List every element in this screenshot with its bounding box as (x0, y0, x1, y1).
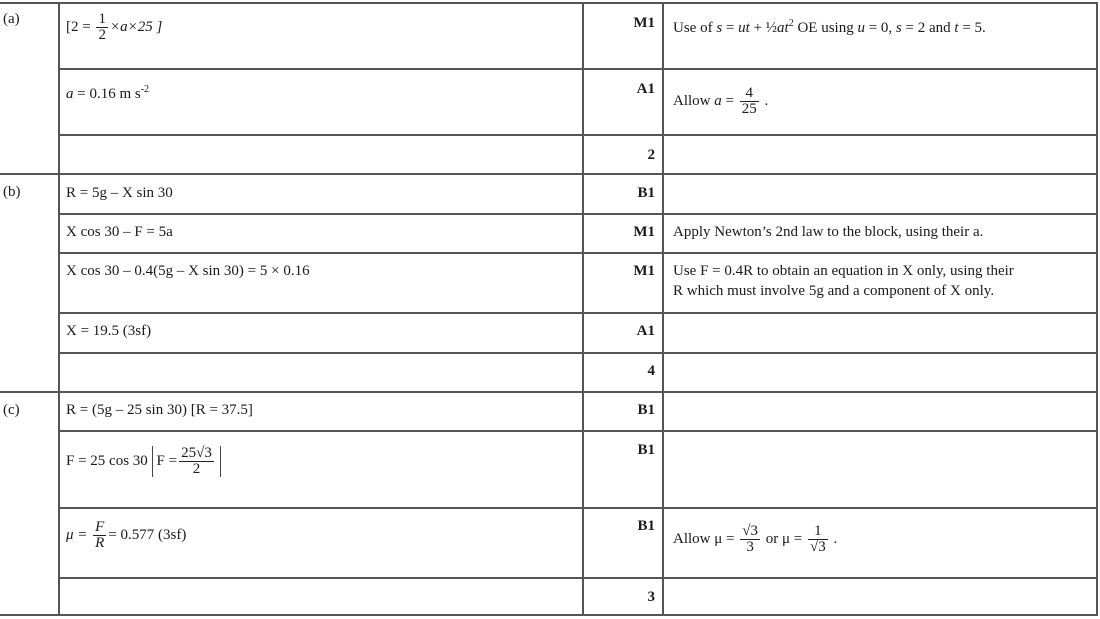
mark-a-2: A1 (636, 81, 655, 97)
answer-b-2: X cos 30 – F = 5a (66, 224, 173, 240)
guidance-a-2 (673, 86, 768, 117)
variable: ut (738, 20, 750, 36)
guidance-text: Use of (673, 20, 717, 36)
mark-b-2: M1 (633, 224, 655, 240)
row-divider (58, 430, 1098, 432)
numerator: 4 (740, 86, 759, 102)
row-divider (58, 134, 1098, 136)
answer-text: F = 25 cos 30 (66, 452, 148, 469)
row-divider (58, 68, 1098, 70)
mark-b-3: M1 (633, 263, 655, 279)
numerator: √3 (742, 523, 758, 539)
guidance-text: Allow (673, 92, 715, 109)
answer-text: [2 = (66, 18, 95, 35)
guidance-text: . (829, 530, 838, 547)
variable: a (714, 92, 722, 109)
guidance-text: = 5. (958, 20, 986, 36)
answer-text: ×a×25 ] (109, 18, 163, 35)
guidance-b-3-line1: Use F = 0.4R to obtain an equation in X only, using their (673, 263, 1014, 279)
denominator: 2 (98, 27, 106, 43)
answer-text: μ = (66, 526, 92, 543)
mark-b-1: B1 (637, 185, 655, 201)
guidance-text: OE using (793, 20, 858, 36)
guidance-text: = (721, 92, 738, 109)
numerator: 25√3 (181, 445, 212, 461)
variable: s (716, 20, 723, 36)
answer-a-2 (66, 80, 149, 104)
fraction (179, 446, 214, 477)
col-divider-answer (582, 2, 584, 616)
guidance-text: or μ = (762, 530, 806, 547)
numerator: F (95, 519, 105, 535)
answer-text: F = (156, 452, 178, 469)
answer-c-1: R = (5g – 25 sin 30) [R = 37.5] (66, 402, 253, 418)
numerator: 1 (98, 11, 106, 27)
variable: u (857, 20, 865, 36)
row-divider (58, 252, 1098, 254)
variable: t (954, 20, 959, 36)
guidance-b-2: Apply Newton’s 2nd law to the block, using their a. (673, 224, 984, 240)
guidance-b-3-line2: R which must involve 5g and a component of X only. (673, 283, 995, 299)
table-border-right (1096, 2, 1098, 616)
part-label-a: (a) (3, 11, 20, 27)
mark-c-1: B1 (637, 402, 655, 418)
section-divider (0, 391, 1098, 393)
fraction-half (96, 12, 108, 43)
variable: s (895, 20, 902, 36)
answer-c-3 (66, 520, 186, 551)
answer-b-1: R = 5g – X sin 30 (66, 185, 173, 201)
guidance-a-1 (673, 14, 986, 38)
guidance-c-3 (673, 524, 837, 555)
row-divider (58, 577, 1098, 579)
variable: at (777, 20, 789, 36)
row-divider (58, 213, 1098, 215)
fraction (808, 524, 828, 555)
bracket-expression (152, 446, 221, 477)
variable: a (66, 86, 74, 102)
mark-a-total: 2 (647, 147, 655, 163)
denominator: R (95, 535, 105, 551)
guidance-text: = 2 and (901, 20, 955, 36)
part-label-b: (b) (3, 184, 21, 200)
denominator: 25 (741, 101, 757, 117)
guidance-text: + ½ (749, 20, 778, 36)
mark-c-total: 3 (647, 589, 655, 605)
answer-b-4: X = 19.5 (3sf) (66, 323, 152, 339)
answer-text: = 0.16 m s (73, 86, 141, 102)
fraction (93, 520, 106, 551)
guidance-text: Allow μ = (673, 530, 739, 547)
table-border-top (0, 2, 1098, 4)
answer-c-2 (66, 446, 221, 477)
mark-c-2: B1 (637, 442, 655, 458)
answer-text: = 0.577 (3sf) (108, 526, 187, 543)
part-label-c: (c) (3, 402, 20, 418)
mark-c-3: B1 (637, 518, 655, 534)
guidance-text: = 0, (864, 20, 896, 36)
numerator: 1 (808, 524, 828, 540)
answer-b-3: X cos 30 – 0.4(5g – X sin 30) = 5 × 0.16 (66, 263, 310, 279)
row-divider (58, 507, 1098, 509)
denominator: √3 (810, 539, 826, 555)
denominator: 2 (192, 461, 201, 477)
fraction (740, 86, 759, 117)
mark-b-4: A1 (636, 323, 655, 339)
table-border-bottom (0, 614, 1098, 616)
exponent: 2 (788, 18, 794, 29)
guidance-text: . (760, 92, 769, 109)
guidance-text: = (722, 20, 739, 36)
row-divider (58, 352, 1098, 354)
col-divider-part (58, 2, 60, 616)
row-divider (58, 312, 1098, 314)
mark-b-total: 4 (647, 363, 655, 379)
fraction (740, 524, 760, 555)
col-divider-mark (662, 2, 664, 616)
denominator: 3 (746, 539, 754, 555)
section-divider (0, 173, 1098, 175)
answer-a-1 (66, 12, 162, 43)
exponent: -2 (140, 84, 150, 95)
mark-a-1: M1 (633, 15, 655, 31)
